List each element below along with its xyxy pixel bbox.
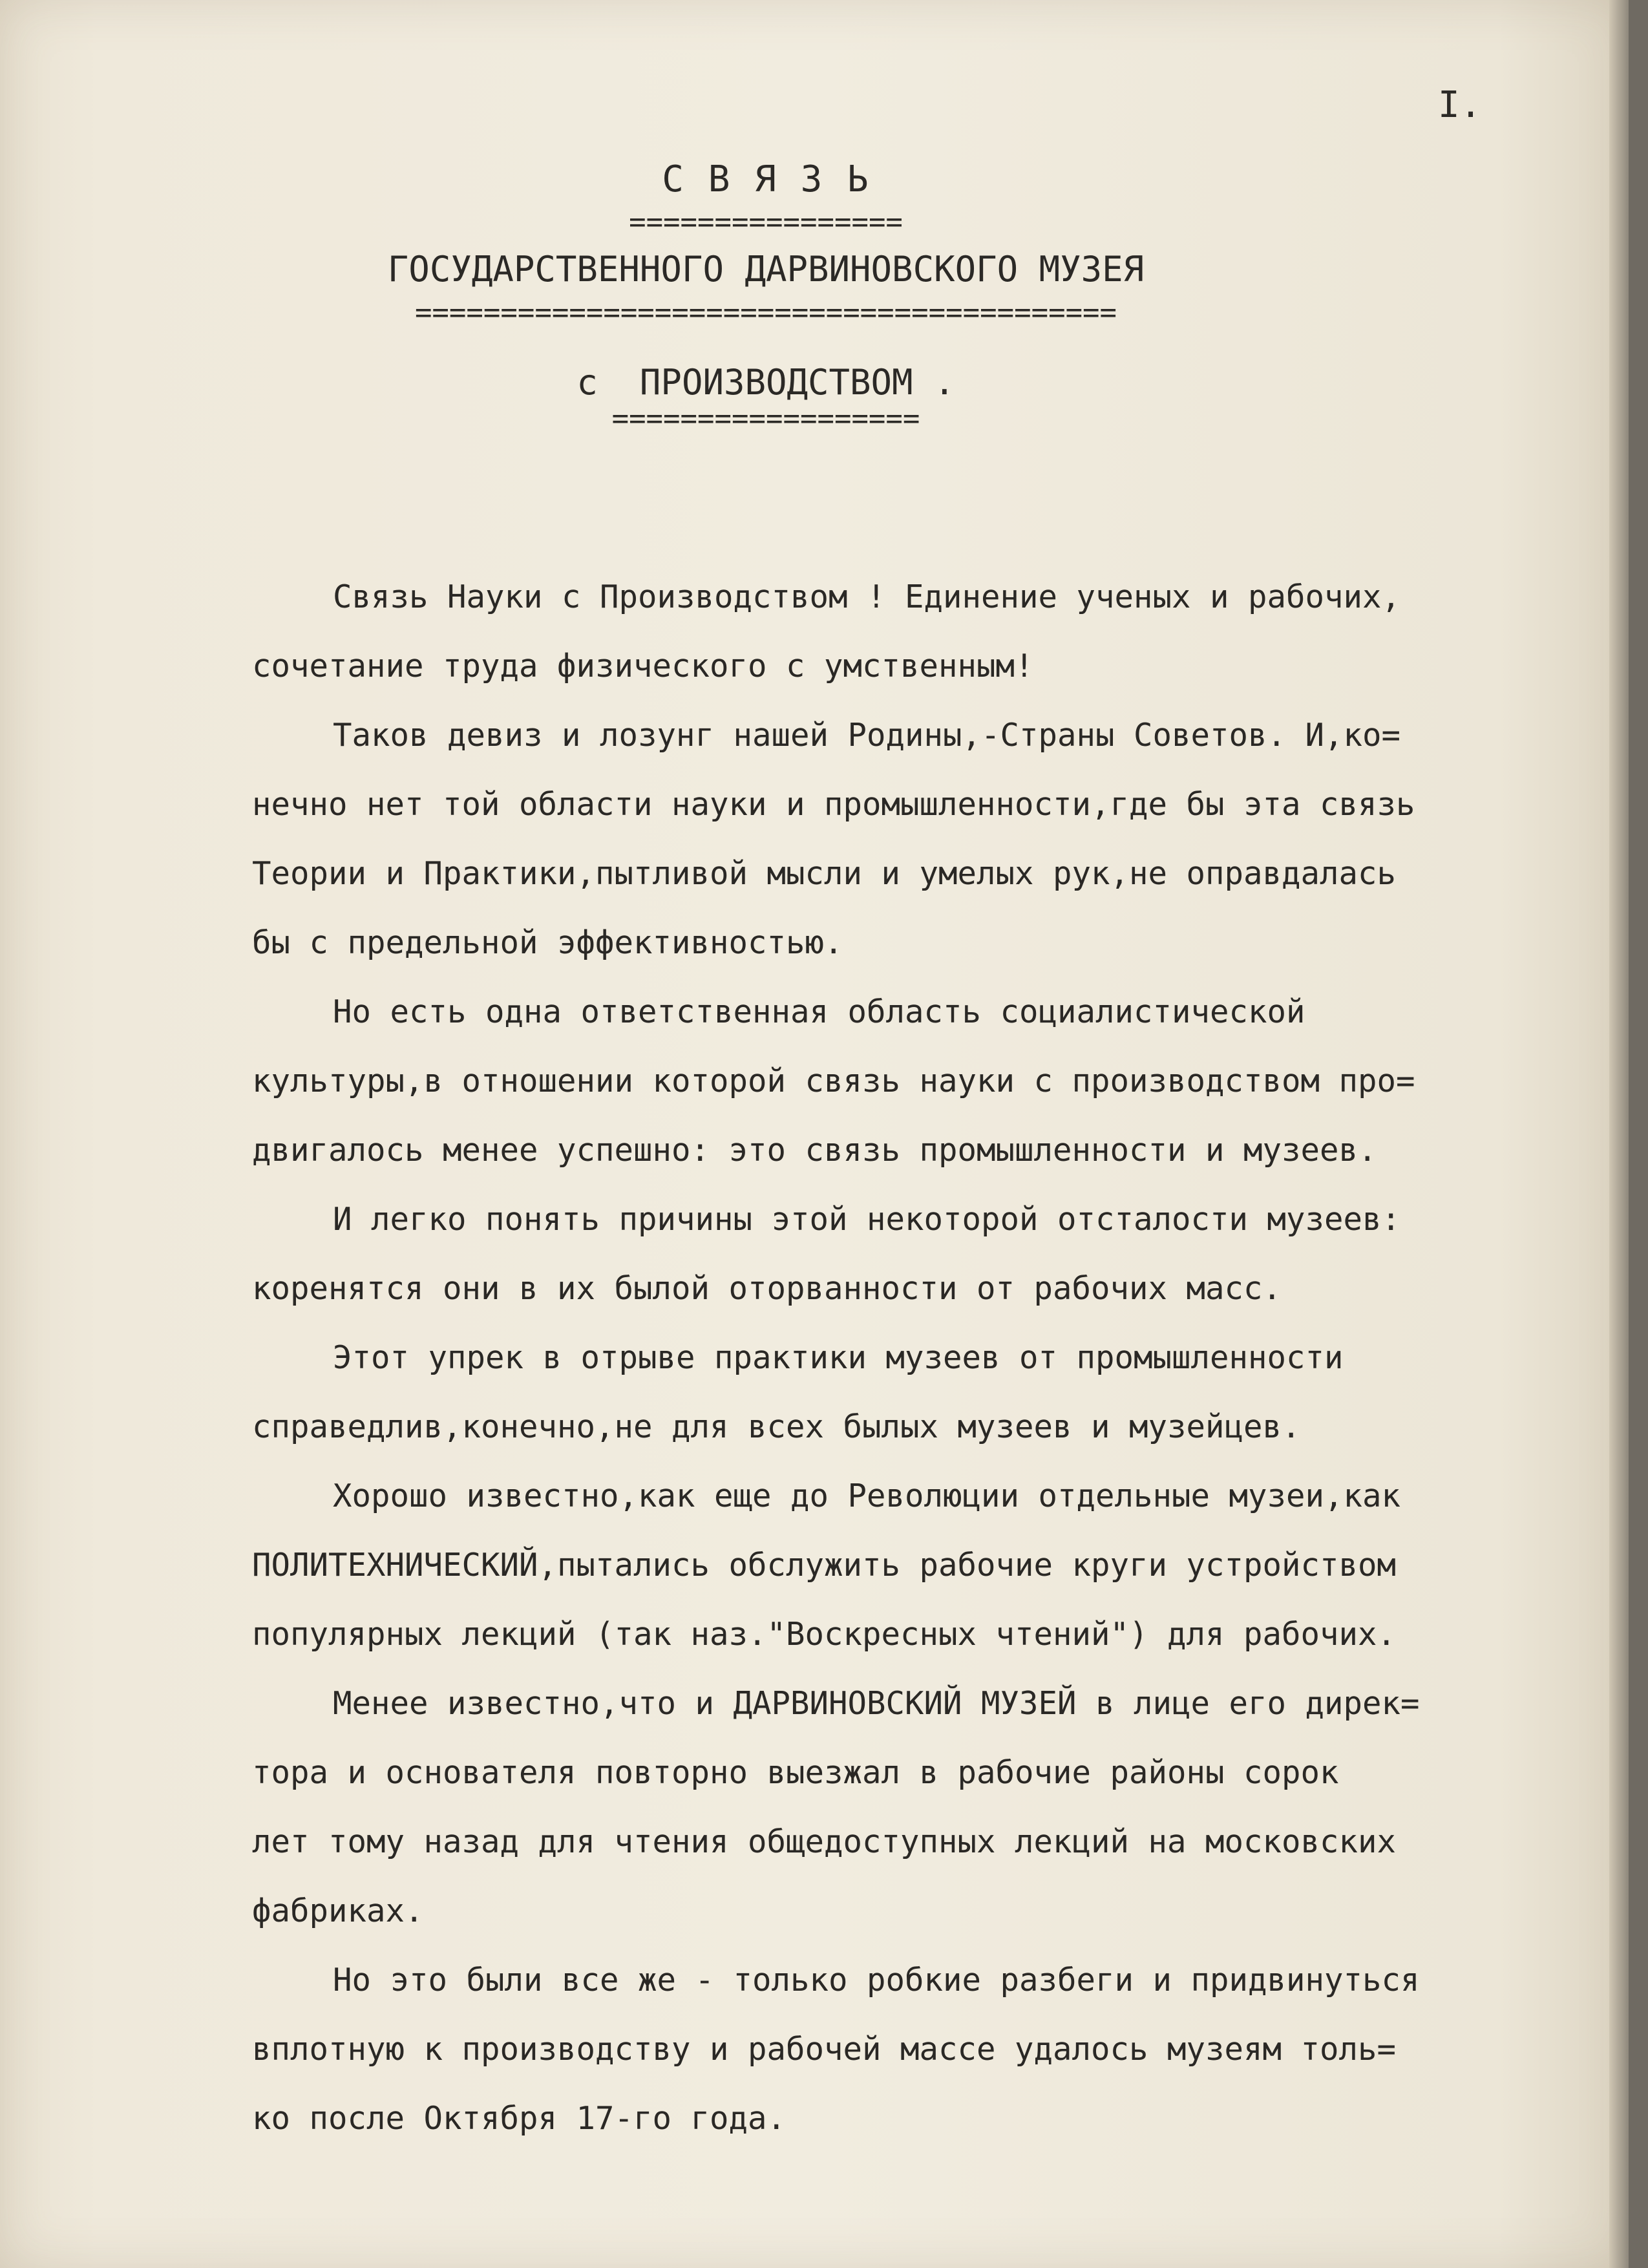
- text-line: Но это были все же - только робкие разбеги и придвинуться: [333, 1962, 1420, 1998]
- text-line: сочетание труда физического с умственным!: [252, 648, 1034, 684]
- text-line: культуры,в отношении которой связь науки с производством про=: [252, 1063, 1415, 1099]
- paragraph-8: [252, 1945, 1596, 2153]
- title-underline-1: ================: [629, 206, 903, 238]
- text-line: Хорошо известно,как еще до Революции отдельные музеи,как: [333, 1478, 1401, 1514]
- page-edge: [1609, 0, 1629, 2268]
- title-underline-3: ==================: [611, 402, 920, 435]
- text-line: И легко понять причины этой некоторой отсталости музеев:: [333, 1201, 1401, 1238]
- title-underline-2: =========================================: [414, 296, 1117, 329]
- text-line: ко после Октября 17-го года.: [252, 2100, 787, 2137]
- text-line: популярных лекций (так наз."Воскресных чтений") для рабочих.: [252, 1616, 1397, 1653]
- text-line: тора и основателя повторно выезжал в рабочие районы сорок: [252, 1754, 1339, 1791]
- text-line: Таков девиз и лозунг нашей Родины,-Страны Советов. И,ко=: [333, 717, 1401, 754]
- text-line: коренятся они в их былой оторванности от рабочих масс.: [252, 1270, 1282, 1307]
- body-text: [252, 562, 1596, 2153]
- text-line: Этот упрек в отрыве практики музеев от промышленности: [333, 1339, 1344, 1376]
- text-line: Менее известно,что и ДАРВИНОВСКИЙ МУЗЕЙ в лице его дирек=: [333, 1685, 1420, 1722]
- text-line: бы с предельной эффективностью.: [252, 924, 843, 961]
- text-line: Связь Науки с Производством ! Единение ученых и рабочих,: [333, 578, 1401, 615]
- title-line-3: с ПРОИЗВОДСТВОМ .: [576, 362, 955, 403]
- text-line: справедлив,конечно,не для всех былых музеев и музейцев.: [252, 1408, 1301, 1445]
- text-line: вплотную к производству и рабочей массе удалось музеям толь=: [252, 2031, 1397, 2068]
- paragraph-4: [252, 1185, 1596, 1323]
- paragraph-2: [252, 701, 1596, 977]
- paragraph-7: [252, 1669, 1596, 1945]
- title-line-1: С В Я З Ь: [662, 158, 870, 200]
- text-line: нечно нет той области науки и промышленности,где бы эта связь: [252, 786, 1415, 823]
- page-number: I.: [1438, 84, 1482, 126]
- title-line-2: ГОСУДАРСТВЕННОГО ДАРВИНОВСКОГО МУЗЕЯ: [387, 249, 1145, 290]
- text-line: ПОЛИТЕХНИЧЕСКИЙ,пытались обслужить рабочие круги устройством: [252, 1547, 1397, 1584]
- text-line: фабриках.: [252, 1892, 424, 1929]
- paragraph-6: [252, 1461, 1596, 1669]
- paragraph-3: [252, 977, 1596, 1185]
- text-line: Но есть одна ответственная область социалистической: [333, 993, 1305, 1030]
- text-line: Теории и Практики,пытливой мысли и умелых рук,не оправдалась: [252, 855, 1397, 892]
- text-line: лет тому назад для чтения общедоступных лекций на московских: [252, 1823, 1397, 1860]
- paragraph-1: [252, 562, 1596, 701]
- paragraph-5: [252, 1323, 1596, 1461]
- text-line: двигалось менее успешно: это связь промышленности и музеев.: [252, 1132, 1377, 1169]
